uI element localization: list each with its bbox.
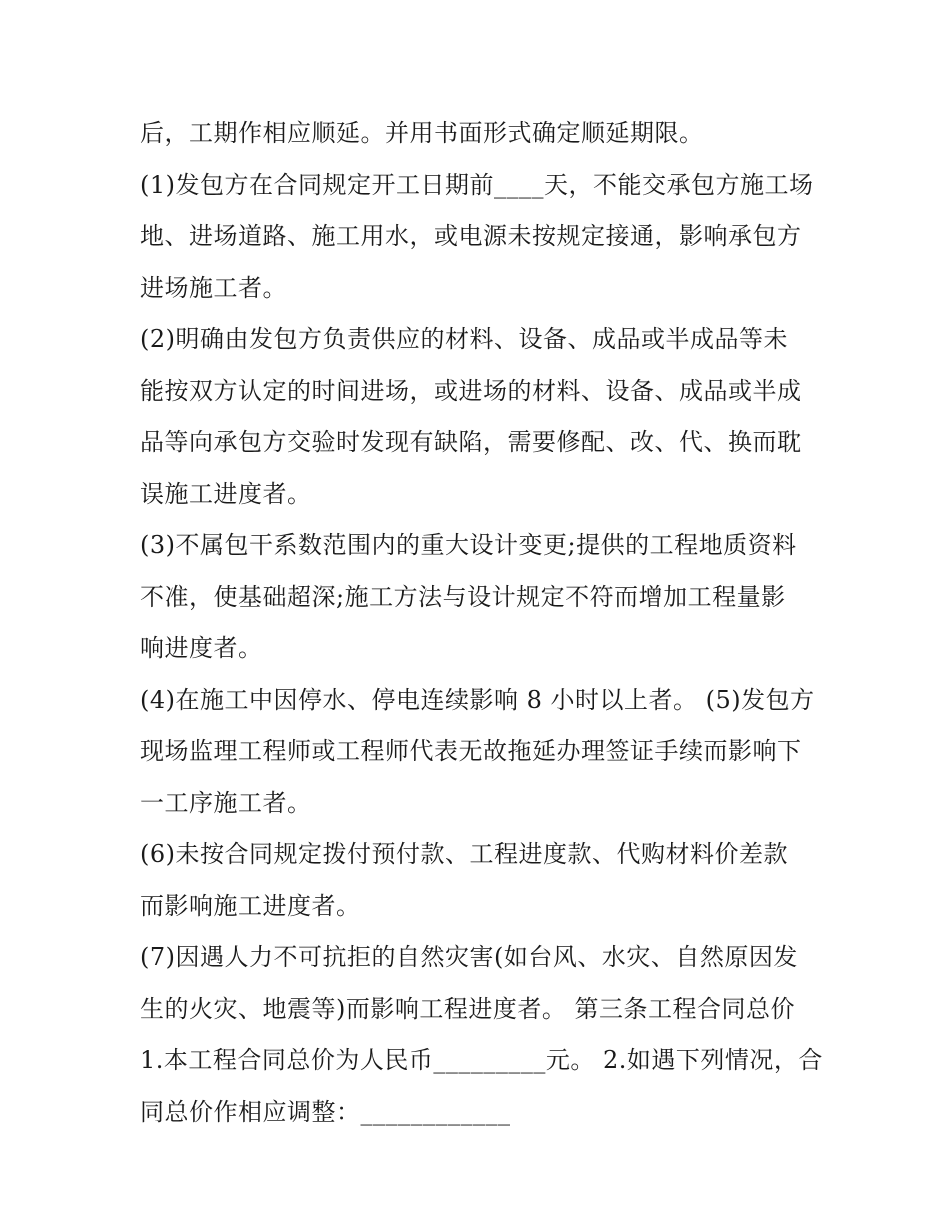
text-line: 同总价作相应调整：____________: [140, 1097, 511, 1126]
text-line: 1.本工程合同总价为人民币_________元。 2.如遇下列情况，合: [140, 1046, 823, 1074]
text-line: 一工序施工者。: [140, 788, 312, 817]
text-line: 生的火灾、地震等)而影响工程进度者。 第三条工程合同总价: [140, 994, 795, 1023]
text-line: 地、进场道路、施工用水，或电源未按规定接通，影响承包方: [140, 222, 802, 250]
text-line: (4)在施工中因停水、停电连续影响 8 小时以上者。 (5)发包方: [140, 685, 815, 714]
text-line: 进场施工者。: [140, 273, 287, 302]
text-line: 不准，使基础超深;施工方法与设计规定不符而增加工程量影: [140, 582, 786, 611]
text-line: 而影响施工进度者。: [140, 891, 361, 920]
document-body: [140, 108, 823, 1138]
text-line: 品等向承包方交验时发现有缺陷，需要修配、改、代、换而耽: [140, 428, 802, 456]
text-line: 响进度者。: [140, 634, 263, 662]
text-line: 能按双方认定的时间进场，或进场的材料、设备、成品或半成: [140, 376, 802, 405]
text-line: (6)未按合同规定拨付预付款、工程进度款、代购材料价差款: [140, 840, 788, 868]
text-line: (3)不属包干系数范围内的重大设计变更;提供的工程地质资料: [140, 531, 797, 559]
text-line: (1)发包方在合同规定开工日期前____天，不能交承包方施工场: [140, 170, 814, 199]
text-line: 误施工进度者。: [140, 479, 312, 508]
text-line: 现场监理工程师或工程师代表无故拖延办理签证手续而影响下: [140, 737, 802, 765]
text-line: (7)因遇人力不可抗拒的自然灾害(如台风、水灾、自然原因发: [140, 943, 798, 971]
text-line: (2)明确由发包方负责供应的材料、设备、成品或半成品等未: [140, 325, 788, 353]
text-line: 后，工期作相应顺延。并用书面形式确定顺延期限。: [140, 119, 704, 147]
